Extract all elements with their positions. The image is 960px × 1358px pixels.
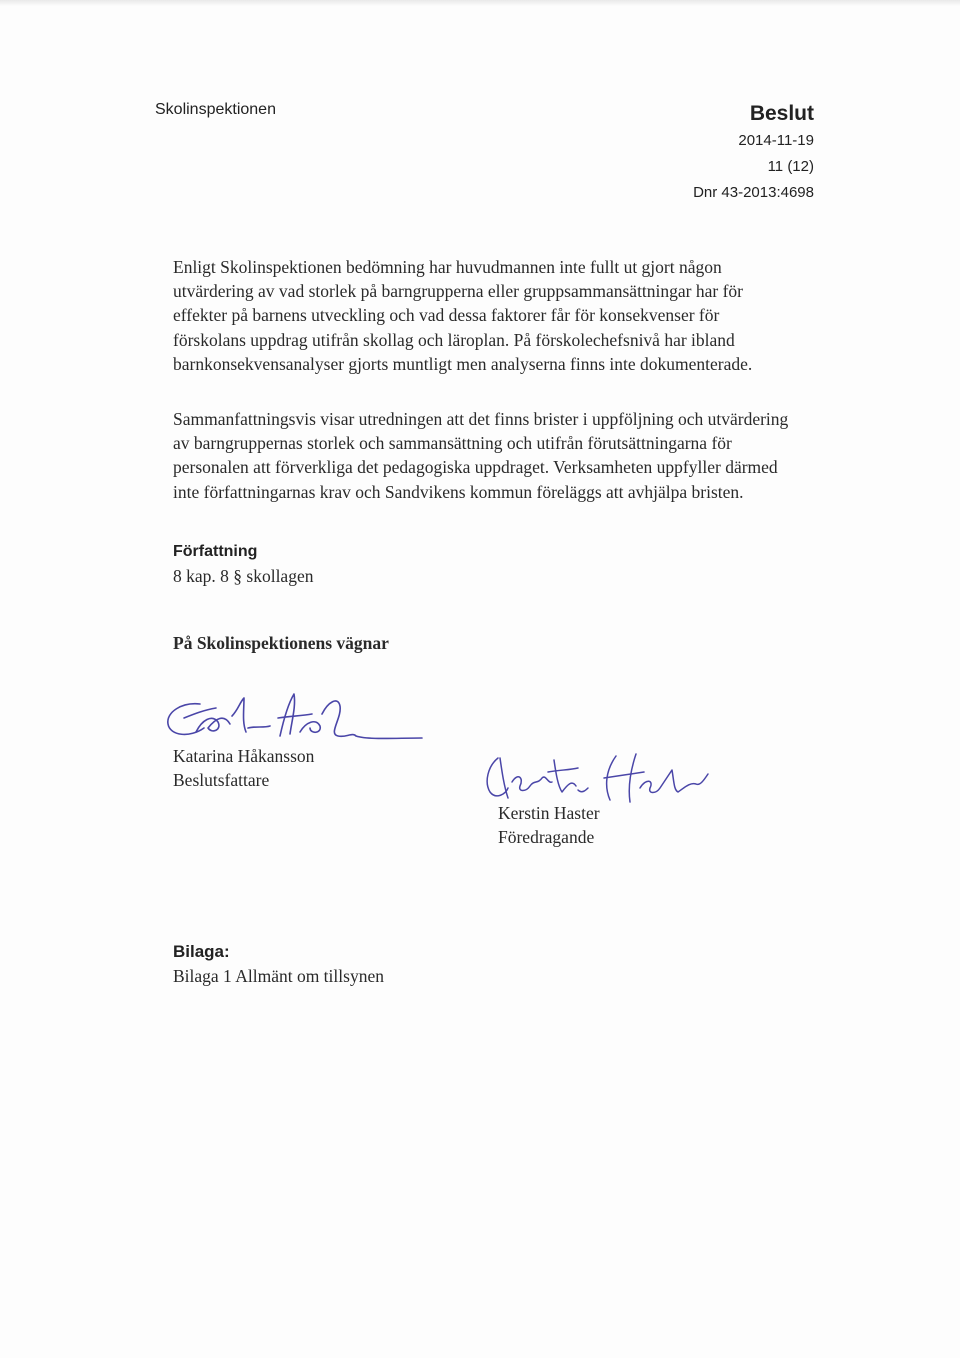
forfattning-reference: 8 kap. 8 § skollagen xyxy=(173,566,314,586)
body-paragraph-summary xyxy=(173,407,793,504)
signer-name: Katarina Håkansson xyxy=(173,746,315,766)
scan-edge xyxy=(0,0,960,6)
body-paragraph-assessment xyxy=(173,255,793,376)
signer-block-2 xyxy=(498,801,600,849)
attachment-item: Bilaga 1 Allmänt om tillsynen xyxy=(173,966,384,986)
document-type: Beslut xyxy=(749,102,814,125)
forfattning-heading: Författning xyxy=(173,543,258,560)
signer-role: Beslutsfattare xyxy=(173,770,270,790)
paragraph-text: Enligt Skolinspektionen bedömning har huvudmannen inte fullt ut gjort någon utvärdering av vad storlek på barngrupperna eller gruppsammansättningar har för effekter på barnens utveckling och vad dessa faktorer får för konsekvenser för förskolans uppdrag utifrån skollag och läroplan. På förskolechefsnivå har ibland barnkonsekvensanalyser gjorts muntligt men analyserna finns inte dokumenterade. xyxy=(173,257,753,374)
signature-katarina-hakansson xyxy=(160,688,425,750)
signer-block-1 xyxy=(173,744,314,792)
paragraph-text: Sammanfattningsvis visar utredningen att det finns brister i uppföljning och utvärdering av barngruppernas storlek och sammansättning och utifrån förutsättningarna för personalen att förverkliga det pedagogiska uppdraget. Verksamheten uppfyller därmed inte författningarnas krav och Sandvikens kommun föreläggs att avhjälpa bristen. xyxy=(173,409,789,502)
signer-name: Kerstin Haster xyxy=(498,803,600,823)
agency-name: Skolinspektionen xyxy=(155,101,276,118)
document-date: 2014-11-19 xyxy=(738,132,814,149)
signature-kerstin-haster xyxy=(478,748,713,808)
signer-role: Föredragande xyxy=(498,827,595,847)
on-behalf-line: På Skolinspektionens vägnar xyxy=(173,633,389,653)
attachment-heading: Bilaga: xyxy=(173,942,230,961)
diary-number: Dnr 43-2013:4698 xyxy=(693,184,814,201)
page-number: 11 (12) xyxy=(767,158,814,175)
document-header xyxy=(693,100,814,206)
